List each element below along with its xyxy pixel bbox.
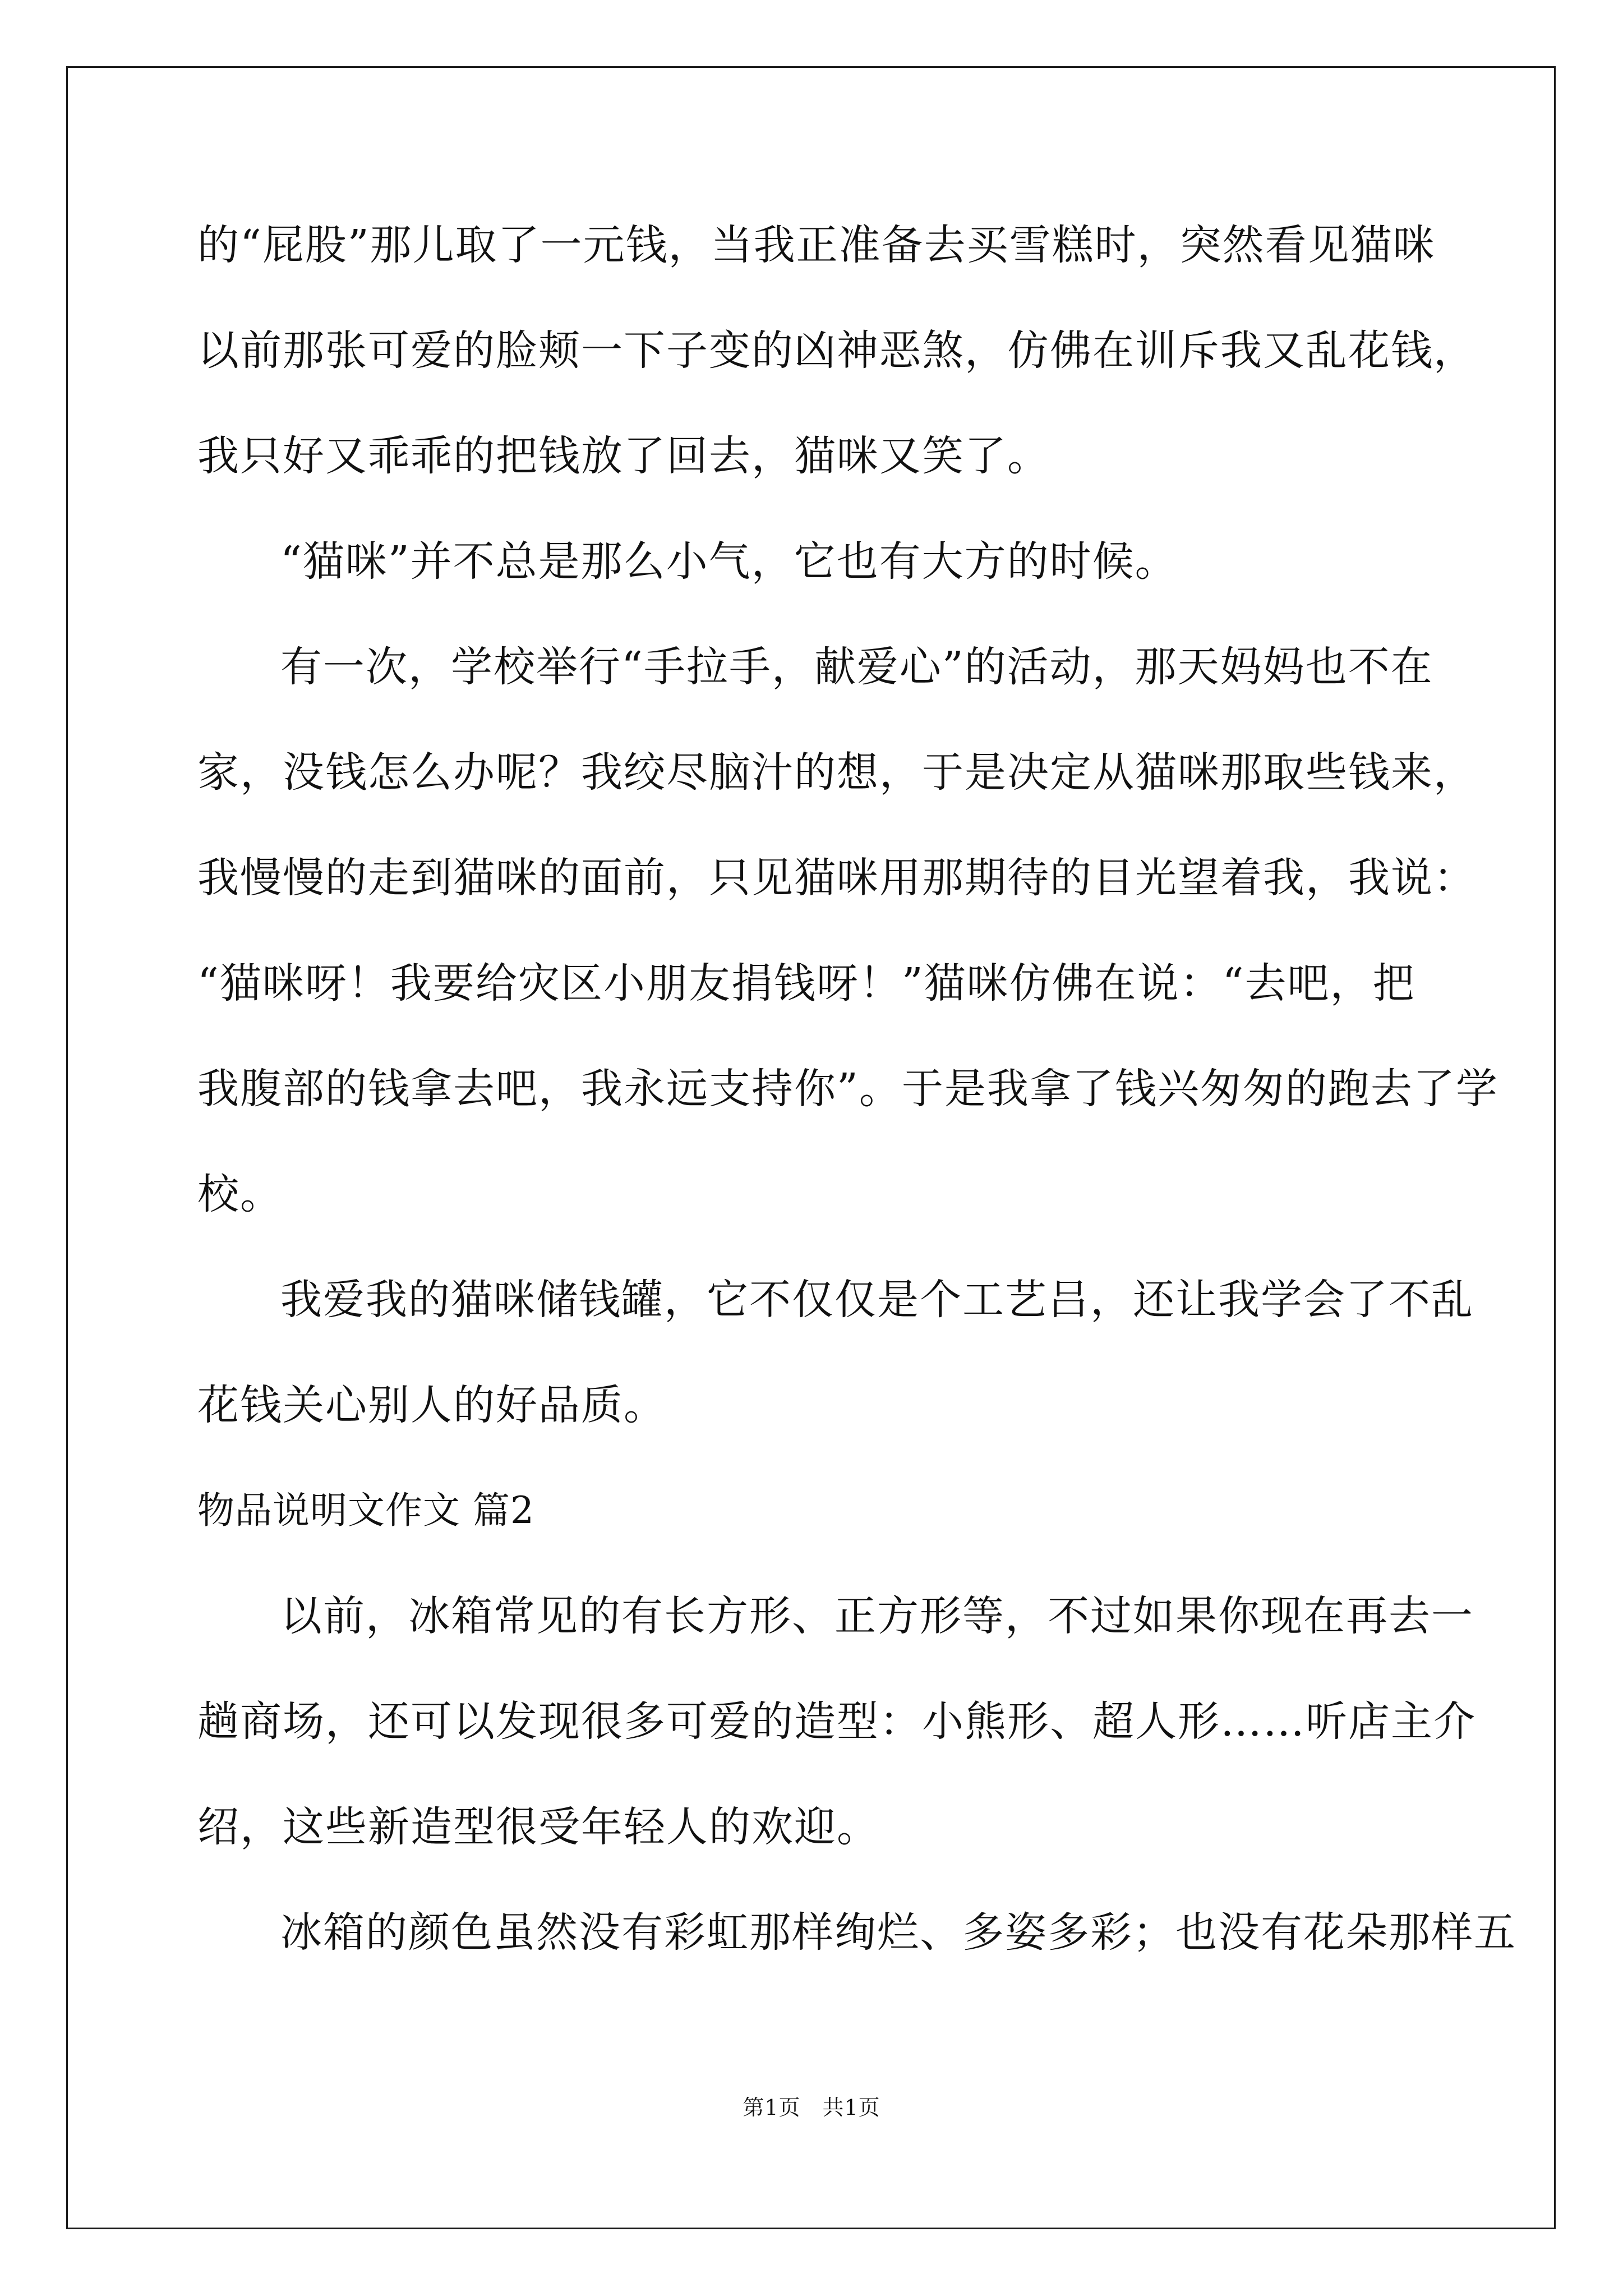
paragraph-line: 我爱我的猫咪储钱罐，它不仅仅是个工艺吕，还让我学会了不乱 (280, 1276, 1474, 1324)
paragraph-line: 趟商场，还可以发现很多可爱的造型：小熊形、超人形……听店主介 (197, 1697, 1476, 1746)
paragraph-line: 我只好又乖乖的把钱放了回去，猫咪又笑了。 (197, 432, 1050, 480)
paragraph-line: 以前那张可爱的脸颊一下子变的凶神恶煞，仿佛在训斥我又乱花钱， (197, 326, 1476, 375)
paragraph-line: 我腹部的钱拿去吧，我永远支持你”。于是我拿了钱兴匆匆的跑去了学 (197, 1065, 1498, 1113)
page-border (66, 66, 1556, 2229)
page-number-footer: 第1页 共1页 (743, 2095, 880, 2120)
paragraph-line: 花钱关心别人的好品质。 (197, 1381, 666, 1429)
paragraph-line: 的“屁股”那儿取了一元钱，当我正准备去买雪糕时，突然看见猫咪 (197, 221, 1436, 269)
paragraph-line: 以前，冰箱常见的有长方形、正方形等，不过如果你现在再去一 (280, 1592, 1474, 1640)
paragraph-line: 冰箱的颜色虽然没有彩虹那样绚烂、多姿多彩；也没有花朵那样五 (280, 1908, 1516, 1957)
paragraph-line: 绍，这些新造型很受年轻人的欢迎。 (197, 1803, 879, 1851)
paragraph-line: “猫咪”并不总是那么小气，它也有大方的时候。 (280, 537, 1178, 586)
paragraph-line: “猫咪呀！我要给灾区小朋友捐钱呀！”猫咪仿佛在说：“去吧，把 (197, 959, 1415, 1007)
paragraph-line: 有一次，学校举行“手拉手，献爱心”的活动，那天妈妈也不在 (280, 643, 1433, 691)
section-heading: 物品说明文作文 篇2 (197, 1489, 534, 1532)
paragraph-line: 校。 (197, 1170, 283, 1218)
paragraph-line: 我慢慢的走到猫咪的面前，只见猫咪用那期待的目光望着我，我说： (197, 854, 1476, 902)
paragraph-line: 家，没钱怎么办呢？我绞尽脑汁的想，于是决定从猫咪那取些钱来， (197, 748, 1476, 797)
